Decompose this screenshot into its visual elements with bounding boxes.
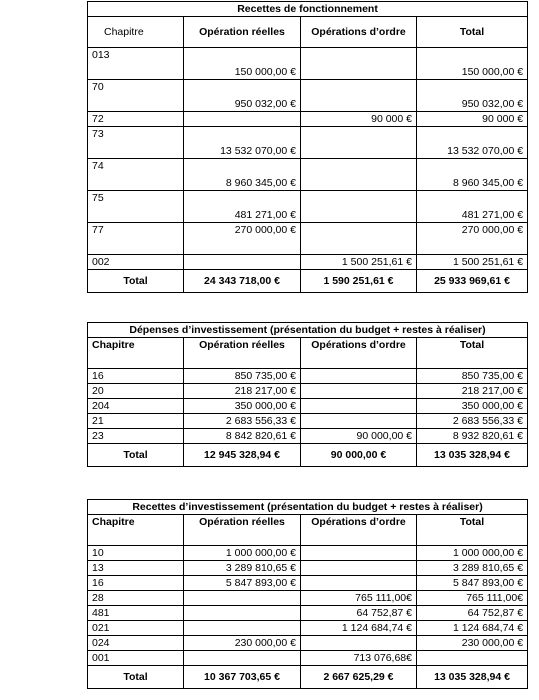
table-row bbox=[88, 546, 528, 561]
total-reelles: 12 945 328,94 € bbox=[184, 444, 301, 467]
ordre-cell bbox=[301, 561, 417, 576]
total-row bbox=[88, 666, 528, 689]
table-row bbox=[88, 621, 528, 636]
table-row bbox=[88, 561, 528, 576]
reelles-cell: 950 032,00 € bbox=[184, 80, 301, 112]
table-row bbox=[88, 651, 528, 666]
chapitre-cell: 74 bbox=[88, 159, 184, 191]
chapitre-cell: 16 bbox=[88, 369, 184, 384]
total-total: 13 035 328,94 € bbox=[417, 666, 528, 689]
table-title: Recettes d’investissement (présentation du budget + restes à réaliser) bbox=[88, 500, 528, 515]
total-reelles: 10 367 703,65 € bbox=[184, 666, 301, 689]
header-operation-reelles: Opération réelles bbox=[184, 17, 301, 48]
total-cell: 64 752,87 € bbox=[417, 606, 528, 621]
reelles-cell: 5 847 893,00 € bbox=[184, 576, 301, 591]
chapitre-cell: 024 bbox=[88, 636, 184, 651]
table-title: Dépenses d’investissement (présentation du budget + restes à réaliser) bbox=[88, 323, 528, 338]
header-total: Total bbox=[417, 338, 528, 369]
chapitre-cell: 75 bbox=[88, 191, 184, 223]
chapitre-cell: 481 bbox=[88, 606, 184, 621]
table-row bbox=[88, 223, 528, 255]
table-row bbox=[88, 191, 528, 223]
total-cell: 1 000 000,00 € bbox=[417, 546, 528, 561]
chapitre-cell: 20 bbox=[88, 384, 184, 399]
reelles-cell: 850 735,00 € bbox=[184, 369, 301, 384]
table-row bbox=[88, 48, 528, 80]
total-cell: 765 111,00€ bbox=[417, 591, 528, 606]
chapitre-cell: 002 bbox=[88, 255, 184, 270]
total-total: 13 035 328,94 € bbox=[417, 444, 528, 467]
header-total: Total bbox=[417, 17, 528, 48]
total-cell: 1 124 684,74 € bbox=[417, 621, 528, 636]
reelles-cell bbox=[184, 651, 301, 666]
total-row bbox=[88, 444, 528, 467]
table-row bbox=[88, 399, 528, 414]
ordre-cell bbox=[301, 546, 417, 561]
total-cell: 950 032,00 € bbox=[417, 80, 528, 112]
table-row bbox=[88, 255, 528, 270]
total-cell: 218 217,00 € bbox=[417, 384, 528, 399]
reelles-cell: 8 842 820,61 € bbox=[184, 429, 301, 444]
total-cell bbox=[417, 651, 528, 666]
table-title: Recettes de fonctionnement bbox=[88, 2, 528, 17]
ordre-cell: 90 000 € bbox=[301, 112, 417, 127]
table-row bbox=[88, 80, 528, 112]
total-cell: 2 683 556,33 € bbox=[417, 414, 528, 429]
ordre-cell bbox=[301, 191, 417, 223]
chapitre-cell: 204 bbox=[88, 399, 184, 414]
header-operations-ordre: Opérations d’ordre bbox=[301, 515, 417, 546]
total-total: 25 933 969,61 € bbox=[417, 270, 528, 293]
chapitre-cell: 28 bbox=[88, 591, 184, 606]
reelles-cell bbox=[184, 112, 301, 127]
chapitre-cell: 23 bbox=[88, 429, 184, 444]
reelles-cell: 2 683 556,33 € bbox=[184, 414, 301, 429]
ordre-cell bbox=[301, 399, 417, 414]
ordre-cell: 64 752,87 € bbox=[301, 606, 417, 621]
ordre-cell bbox=[301, 127, 417, 159]
table-row bbox=[88, 369, 528, 384]
total-reelles: 24 343 718,00 € bbox=[184, 270, 301, 293]
header-chapitre: Chapitre bbox=[88, 515, 184, 546]
ordre-cell bbox=[301, 384, 417, 399]
recettes-fonctionnement-table bbox=[87, 1, 528, 293]
chapitre-cell: 13 bbox=[88, 561, 184, 576]
header-total: Total bbox=[417, 515, 528, 546]
total-cell: 150 000,00 € bbox=[417, 48, 528, 80]
header-operations-ordre: Opérations d’ordre bbox=[301, 17, 417, 48]
chapitre-cell: 72 bbox=[88, 112, 184, 127]
reelles-cell bbox=[184, 606, 301, 621]
ordre-cell: 765 111,00€ bbox=[301, 591, 417, 606]
total-cell: 8 932 820,61 € bbox=[417, 429, 528, 444]
chapitre-cell: 21 bbox=[88, 414, 184, 429]
chapitre-cell: 70 bbox=[88, 80, 184, 112]
total-cell: 3 289 810,65 € bbox=[417, 561, 528, 576]
reelles-cell bbox=[184, 255, 301, 270]
total-label: Total bbox=[88, 666, 184, 689]
reelles-cell: 350 000,00 € bbox=[184, 399, 301, 414]
total-cell: 1 500 251,61 € bbox=[417, 255, 528, 270]
reelles-cell: 13 532 070,00 € bbox=[184, 127, 301, 159]
reelles-cell bbox=[184, 621, 301, 636]
ordre-cell bbox=[301, 576, 417, 591]
chapitre-cell: 001 bbox=[88, 651, 184, 666]
reelles-cell: 230 000,00 € bbox=[184, 636, 301, 651]
recettes-investissement-table bbox=[87, 499, 528, 689]
table-row bbox=[88, 576, 528, 591]
total-ordre: 2 667 625,29 € bbox=[301, 666, 417, 689]
total-row bbox=[88, 270, 528, 293]
header-operation-reelles: Opération réelles bbox=[184, 338, 301, 369]
table-row bbox=[88, 414, 528, 429]
table-row bbox=[88, 606, 528, 621]
total-cell: 350 000,00 € bbox=[417, 399, 528, 414]
ordre-cell bbox=[301, 159, 417, 191]
ordre-cell: 713 076,68€ bbox=[301, 651, 417, 666]
total-cell: 8 960 345,00 € bbox=[417, 159, 528, 191]
total-label: Total bbox=[88, 270, 184, 293]
reelles-cell: 481 271,00 € bbox=[184, 191, 301, 223]
reelles-cell: 218 217,00 € bbox=[184, 384, 301, 399]
table-row bbox=[88, 384, 528, 399]
chapitre-cell: 021 bbox=[88, 621, 184, 636]
ordre-cell bbox=[301, 636, 417, 651]
total-cell: 481 271,00 € bbox=[417, 191, 528, 223]
total-cell: 850 735,00 € bbox=[417, 369, 528, 384]
header-operations-ordre: Opérations d’ordre bbox=[301, 338, 417, 369]
total-ordre: 1 590 251,61 € bbox=[301, 270, 417, 293]
total-label: Total bbox=[88, 444, 184, 467]
ordre-cell bbox=[301, 414, 417, 429]
reelles-cell bbox=[184, 591, 301, 606]
total-cell: 90 000 € bbox=[417, 112, 528, 127]
table-row bbox=[88, 159, 528, 191]
table-row bbox=[88, 127, 528, 159]
depenses-investissement-table bbox=[87, 322, 528, 467]
chapitre-cell: 16 bbox=[88, 576, 184, 591]
reelles-cell: 150 000,00 € bbox=[184, 48, 301, 80]
reelles-cell: 1 000 000,00 € bbox=[184, 546, 301, 561]
reelles-cell: 3 289 810,65 € bbox=[184, 561, 301, 576]
table-row bbox=[88, 636, 528, 651]
chapitre-cell: 77 bbox=[88, 223, 184, 255]
ordre-cell: 90 000,00 € bbox=[301, 429, 417, 444]
table-row bbox=[88, 429, 528, 444]
total-cell: 230 000,00 € bbox=[417, 636, 528, 651]
table-row bbox=[88, 112, 528, 127]
chapitre-cell: 73 bbox=[88, 127, 184, 159]
chapitre-cell: 013 bbox=[88, 48, 184, 80]
ordre-cell: 1 500 251,61 € bbox=[301, 255, 417, 270]
header-chapitre: Chapitre bbox=[88, 338, 184, 369]
reelles-cell: 270 000,00 € bbox=[184, 223, 301, 255]
chapitre-cell: 10 bbox=[88, 546, 184, 561]
ordre-cell bbox=[301, 369, 417, 384]
total-cell: 13 532 070,00 € bbox=[417, 127, 528, 159]
ordre-cell bbox=[301, 223, 417, 255]
header-operation-reelles: Opération réelles bbox=[184, 515, 301, 546]
total-ordre: 90 000,00 € bbox=[301, 444, 417, 467]
reelles-cell: 8 960 345,00 € bbox=[184, 159, 301, 191]
table-row bbox=[88, 591, 528, 606]
ordre-cell bbox=[301, 48, 417, 80]
total-cell: 270 000,00 € bbox=[417, 223, 528, 255]
ordre-cell: 1 124 684,74 € bbox=[301, 621, 417, 636]
ordre-cell bbox=[301, 80, 417, 112]
total-cell: 5 847 893,00 € bbox=[417, 576, 528, 591]
header-chapitre: Chapitre bbox=[88, 17, 184, 48]
